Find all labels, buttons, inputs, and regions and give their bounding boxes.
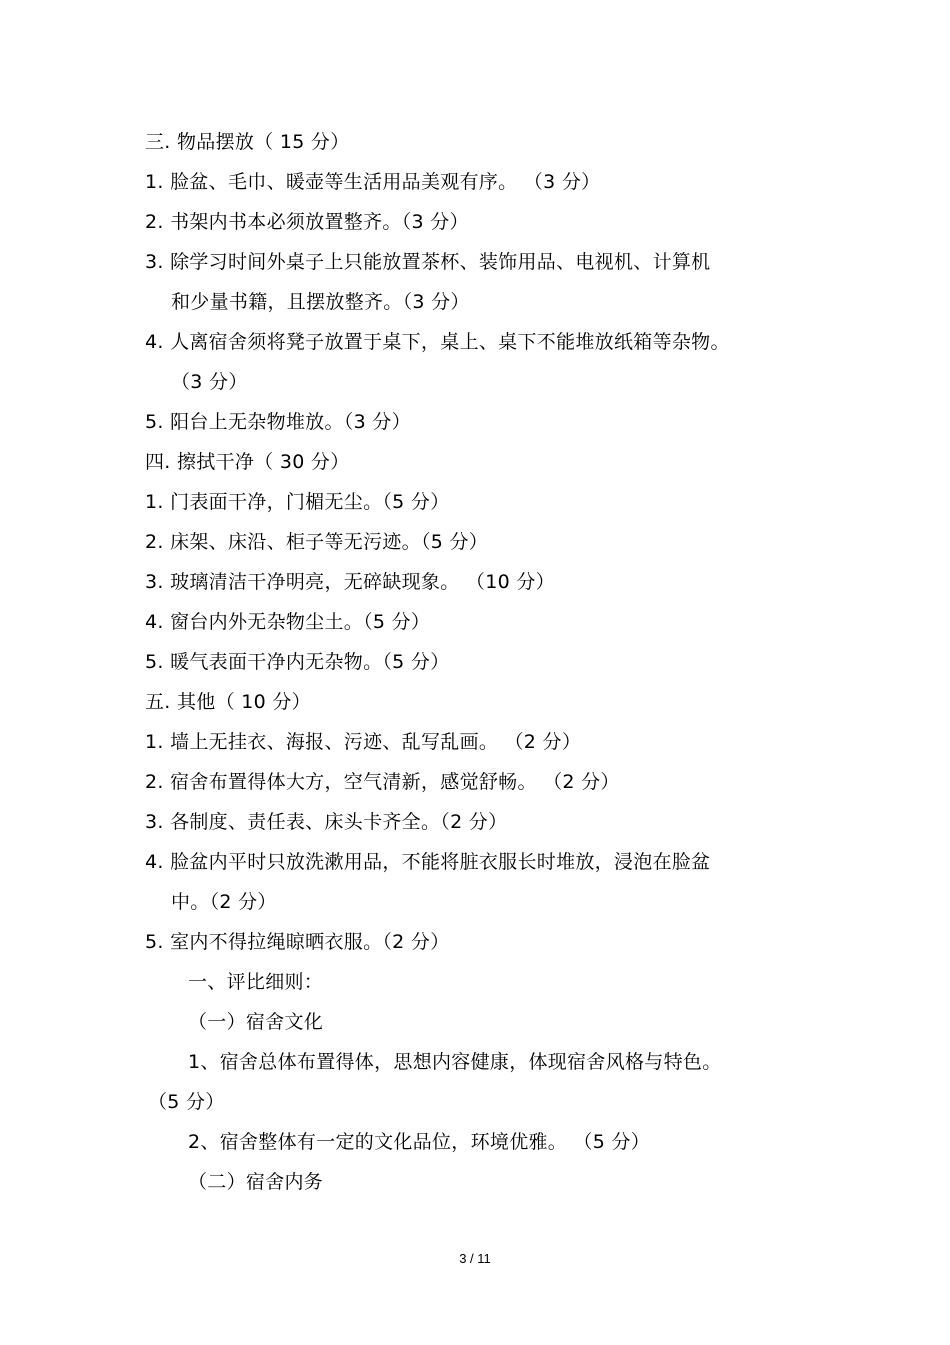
- list-item: 1、宿舍总体布置得体，思想内容健康，体现宿舍风格与特色。: [188, 1051, 722, 1073]
- list-item-continuation: 和少量书籍，且摆放整齐。（3 分）: [171, 291, 470, 313]
- list-item: 3. 各制度、责任表、床头卡齐全。（2 分）: [145, 811, 508, 833]
- list-item: 2. 书架内书本必须放置整齐。（3 分）: [145, 211, 469, 233]
- page-number: 3 / 11: [459, 1251, 491, 1266]
- list-item: 1. 墙上无挂衣、海报、污迹、乱写乱画。 （2 分）: [145, 731, 582, 753]
- section-heading-5: 五. 其他（ 10 分）: [145, 691, 311, 713]
- section-heading-3: 三. 物品摆放（ 15 分）: [145, 131, 350, 153]
- list-item: 4. 脸盆内平时只放洗漱用品，不能将脏衣服长时堆放，浸泡在脸盆: [145, 851, 711, 873]
- list-item-continuation: （5 分）: [148, 1091, 225, 1113]
- rules-heading: 一、评比细则：: [188, 971, 324, 993]
- list-item: 5. 阳台上无杂物堆放。（3 分）: [145, 411, 411, 433]
- list-item: 5. 室内不得拉绳晾晒衣服。（2 分）: [145, 931, 450, 953]
- list-item-continuation: 中。（2 分）: [171, 891, 277, 913]
- subsection-heading: （二）宿舍内务: [188, 1171, 324, 1193]
- list-item: 1. 门表面干净，门楣无尘。（5 分）: [145, 491, 450, 513]
- list-item: 4. 窗台内外无杂物尘土。（5 分）: [145, 611, 431, 633]
- subsection-heading: （一）宿舍文化: [188, 1011, 324, 1033]
- list-item: 4. 人离宿舍须将凳子放置于桌下，桌上、桌下不能堆放纸箱等杂物。: [145, 331, 730, 353]
- list-item: 2. 宿舍布置得体大方，空气清新，感觉舒畅。 （2 分）: [145, 771, 620, 793]
- list-item: 2、宿舍整体有一定的文化品位，环境优雅。 （5 分）: [188, 1131, 651, 1153]
- section-heading-4: 四. 擦拭干净（ 30 分）: [145, 451, 350, 473]
- list-item: 2. 床架、床沿、柜子等无污迹。（5 分）: [145, 531, 489, 553]
- list-item-continuation: （3 分）: [171, 371, 248, 393]
- list-item: 5. 暖气表面干净内无杂物。（5 分）: [145, 651, 450, 673]
- list-item: 3. 玻璃清洁干净明亮，无碎缺现象。 （10 分）: [145, 571, 555, 593]
- list-item: 3. 除学习时间外桌子上只能放置茶杯、装饰用品、电视机、计算机: [145, 251, 711, 273]
- list-item: 1. 脸盆、毛巾、暖壶等生活用品美观有序。 （3 分）: [145, 171, 601, 193]
